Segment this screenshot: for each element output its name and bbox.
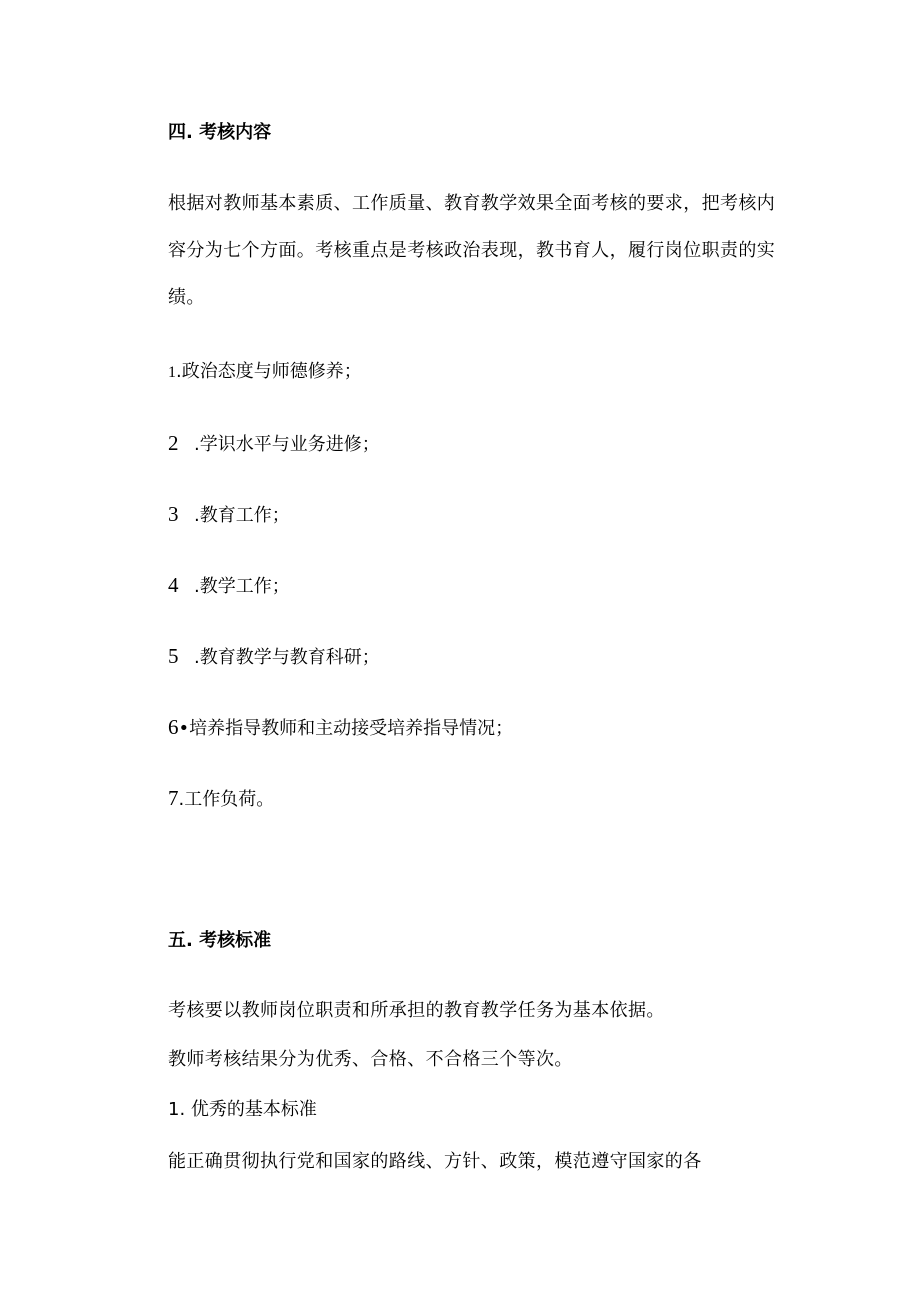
list-item-number: 4 <box>168 573 179 597</box>
list-item-separator: . <box>176 361 182 382</box>
list-item-separator: . <box>194 647 200 668</box>
list-item-separator: . <box>194 434 200 455</box>
list-item-number: 7 <box>168 786 179 810</box>
list-item-separator: . <box>178 789 185 810</box>
section-5-line-2: 教师考核结果分为优秀、合格、不合格三个等次。 <box>168 1049 573 1070</box>
list-item-number: 1 <box>168 364 176 381</box>
list-item <box>168 787 274 811</box>
section-4-paragraph-line-2: 容分为七个方面。考核重点是考核政治表现，教书育人，履行岗位职责的实 <box>168 240 776 261</box>
list-item <box>168 361 362 384</box>
list-item-text: 教学工作； <box>199 576 290 597</box>
list-item <box>168 503 290 527</box>
list-item-separator: • <box>178 718 190 739</box>
list-item-number: 2 <box>168 431 179 455</box>
section-4-paragraph-line-1: 根据对教师基本素质、工作质量、教育教学效果全面考核的要求，把考核内 <box>168 193 776 214</box>
list-item-number: 5 <box>168 644 179 668</box>
section-5-line-3: 能正确贯彻执行党和国家的路线、方针、政策，模范遵守国家的各 <box>168 1151 702 1172</box>
section-5-line-1: 考核要以教师岗位职责和所承担的教育教学任务为基本依据。 <box>168 1000 665 1021</box>
list-item-text: 教育工作； <box>199 505 290 526</box>
list-item-text: 教育教学与教育科研； <box>199 647 380 668</box>
section-4-paragraph-line-3: 绩。 <box>168 287 205 308</box>
list-item-separator: . <box>194 505 200 526</box>
list-item-text: 政治态度与师德修养； <box>181 361 362 382</box>
list-item <box>168 432 380 456</box>
list-item-text: 学识水平与业务进修； <box>199 434 380 455</box>
list-item-separator: . <box>194 576 200 597</box>
list-item-text: 培养指导教师和主动接受培养指导情况； <box>189 718 514 739</box>
list-item <box>168 716 513 740</box>
section-5-heading: 五. 考核标准 <box>168 930 272 951</box>
list-item-number: 3 <box>168 502 179 526</box>
list-item-text: 工作负荷。 <box>184 789 275 810</box>
section-5-subheading: 1. 优秀的基本标准 <box>168 1099 317 1120</box>
list-item <box>168 574 290 598</box>
list-item <box>168 645 380 669</box>
list-item-number: 6 <box>168 715 179 739</box>
section-4-heading: 四. 考核内容 <box>168 122 272 143</box>
